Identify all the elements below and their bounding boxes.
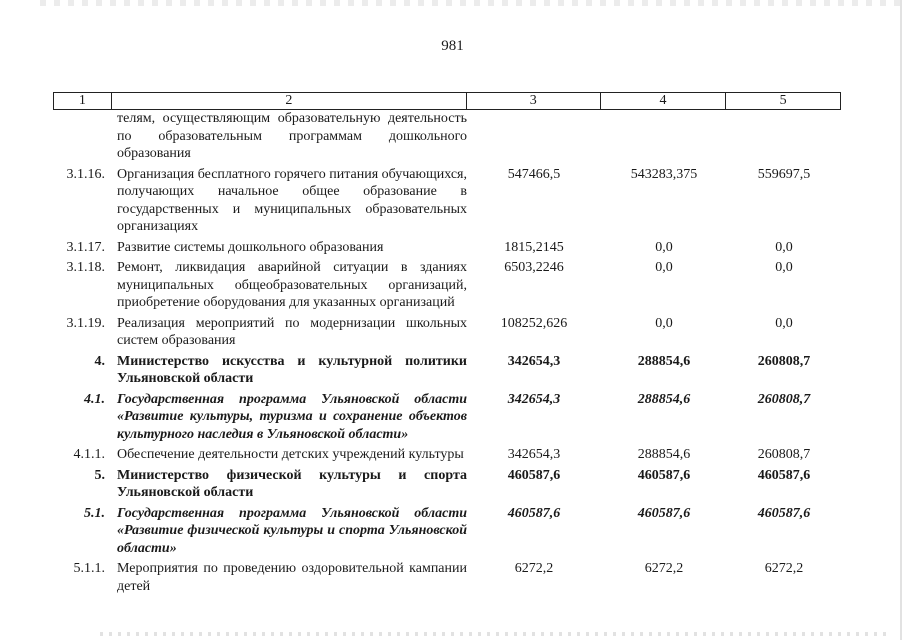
row-number: 3.1.18.	[66, 260, 105, 275]
row-value-col4: 0,0	[655, 260, 673, 275]
row-value-col3: 6272,2	[514, 561, 554, 576]
table-row	[53, 259, 841, 312]
scan-artifact-bottom	[100, 632, 890, 636]
row-number: 5.	[94, 467, 105, 483]
row-description: Министерство искусства и культурной политики Ульяновской области	[117, 353, 467, 386]
table-row	[53, 391, 841, 444]
scan-artifact-top	[40, 0, 900, 6]
row-value-col3: 547466,5	[507, 166, 561, 182]
page-number: 981	[441, 38, 464, 54]
row-description: Государственная программа Ульяновской области «Развитие физической культуры и спорта Ульяновской области»	[117, 505, 467, 556]
table-row	[53, 166, 841, 236]
row-number: 5.1.	[84, 505, 105, 521]
row-description: Мероприятия по проведению оздоровительной кампании детей	[117, 561, 467, 594]
row-value-col5: 6272,2	[764, 561, 804, 576]
row-description: Государственная программа Ульяновской области «Развитие культуры, туризма и сохранение объектов культурного наследия в Ульяновской области»	[117, 391, 467, 442]
row-value-col4: 288854,6	[637, 391, 691, 407]
table-row	[53, 110, 841, 163]
row-value-col5	[727, 110, 841, 163]
row-number: 3.1.19.	[66, 315, 105, 331]
row-description: Ремонт, ликвидация аварийной ситуации в зданиях муниципальных общеобразовательных организаций, приобретение оборудования для указанных организаций	[117, 260, 467, 310]
row-value-col3: 1815,2145	[504, 239, 564, 255]
header-col-1: 1	[54, 93, 112, 109]
row-value-col4: 288854,6	[637, 447, 691, 462]
row-value-col3: 460587,6	[507, 505, 561, 521]
row-number	[53, 110, 111, 163]
row-value-col5: 260808,7	[757, 353, 811, 369]
row-value-col3: 342654,3	[507, 353, 561, 369]
row-value-col3: 342654,3	[507, 391, 561, 407]
row-description: телям, осуществляющим образовательную деятельность по образовательным программам дошкольного образования	[117, 111, 467, 161]
table-row	[53, 467, 841, 502]
table-row	[53, 315, 841, 350]
row-number: 4.1.1.	[73, 447, 105, 462]
row-value-col5: 559697,5	[757, 166, 811, 182]
row-value-col4: 460587,6	[637, 505, 691, 521]
row-description: Реализация мероприятий по модернизации школьных систем образования	[117, 315, 467, 348]
table-row	[53, 239, 841, 257]
row-value-col3: 342654,3	[507, 447, 561, 462]
row-number: 5.1.1.	[73, 561, 105, 576]
row-value-col4: 0,0	[655, 315, 673, 331]
header-col-3: 3	[467, 93, 601, 109]
table-row	[53, 446, 841, 464]
row-value-col5: 260808,7	[757, 447, 811, 462]
row-value-col3: 108252,626	[500, 315, 568, 331]
row-value-col4: 543283,375	[630, 166, 698, 182]
row-value-col5: 460587,6	[757, 505, 811, 521]
row-value-col4: 0,0	[655, 239, 673, 255]
row-value-col3: 460587,6	[507, 467, 561, 483]
row-description: Обеспечение деятельности детских учреждений культуры	[117, 447, 464, 462]
row-value-col4: 288854,6	[637, 353, 691, 369]
row-value-col5: 0,0	[775, 239, 793, 255]
row-number: 4.	[94, 353, 105, 369]
scan-artifact-right	[900, 0, 902, 640]
row-value-col5: 260808,7	[757, 391, 811, 407]
header-col-4: 4	[601, 93, 727, 109]
row-value-col4	[601, 110, 727, 163]
row-description: Организация бесплатного горячего питания обучающихся, получающих начальное общее образование в государственных и муниципальных образовательных организациях	[117, 166, 467, 234]
row-value-col3	[467, 110, 601, 163]
header-col-2: 2	[112, 93, 467, 109]
row-description: Развитие системы дошкольного образования	[117, 239, 384, 255]
row-value-col3: 6503,2246	[504, 260, 564, 275]
row-number: 4.1.	[84, 391, 105, 407]
table-row	[53, 505, 841, 558]
table-row	[53, 560, 841, 595]
row-value-col4: 6272,2	[644, 561, 684, 576]
row-value-col5: 460587,6	[757, 467, 811, 483]
row-value-col5: 0,0	[775, 260, 793, 275]
row-description: Министерство физической культуры и спорта Ульяновской области	[117, 467, 467, 500]
table-row	[53, 353, 841, 388]
row-value-col4: 460587,6	[637, 467, 691, 483]
table-header	[53, 92, 841, 110]
header-col-5: 5	[779, 93, 787, 108]
table-body	[53, 110, 841, 598]
row-number: 3.1.16.	[66, 166, 105, 182]
row-number: 3.1.17.	[66, 239, 105, 255]
row-value-col5: 0,0	[775, 315, 793, 331]
